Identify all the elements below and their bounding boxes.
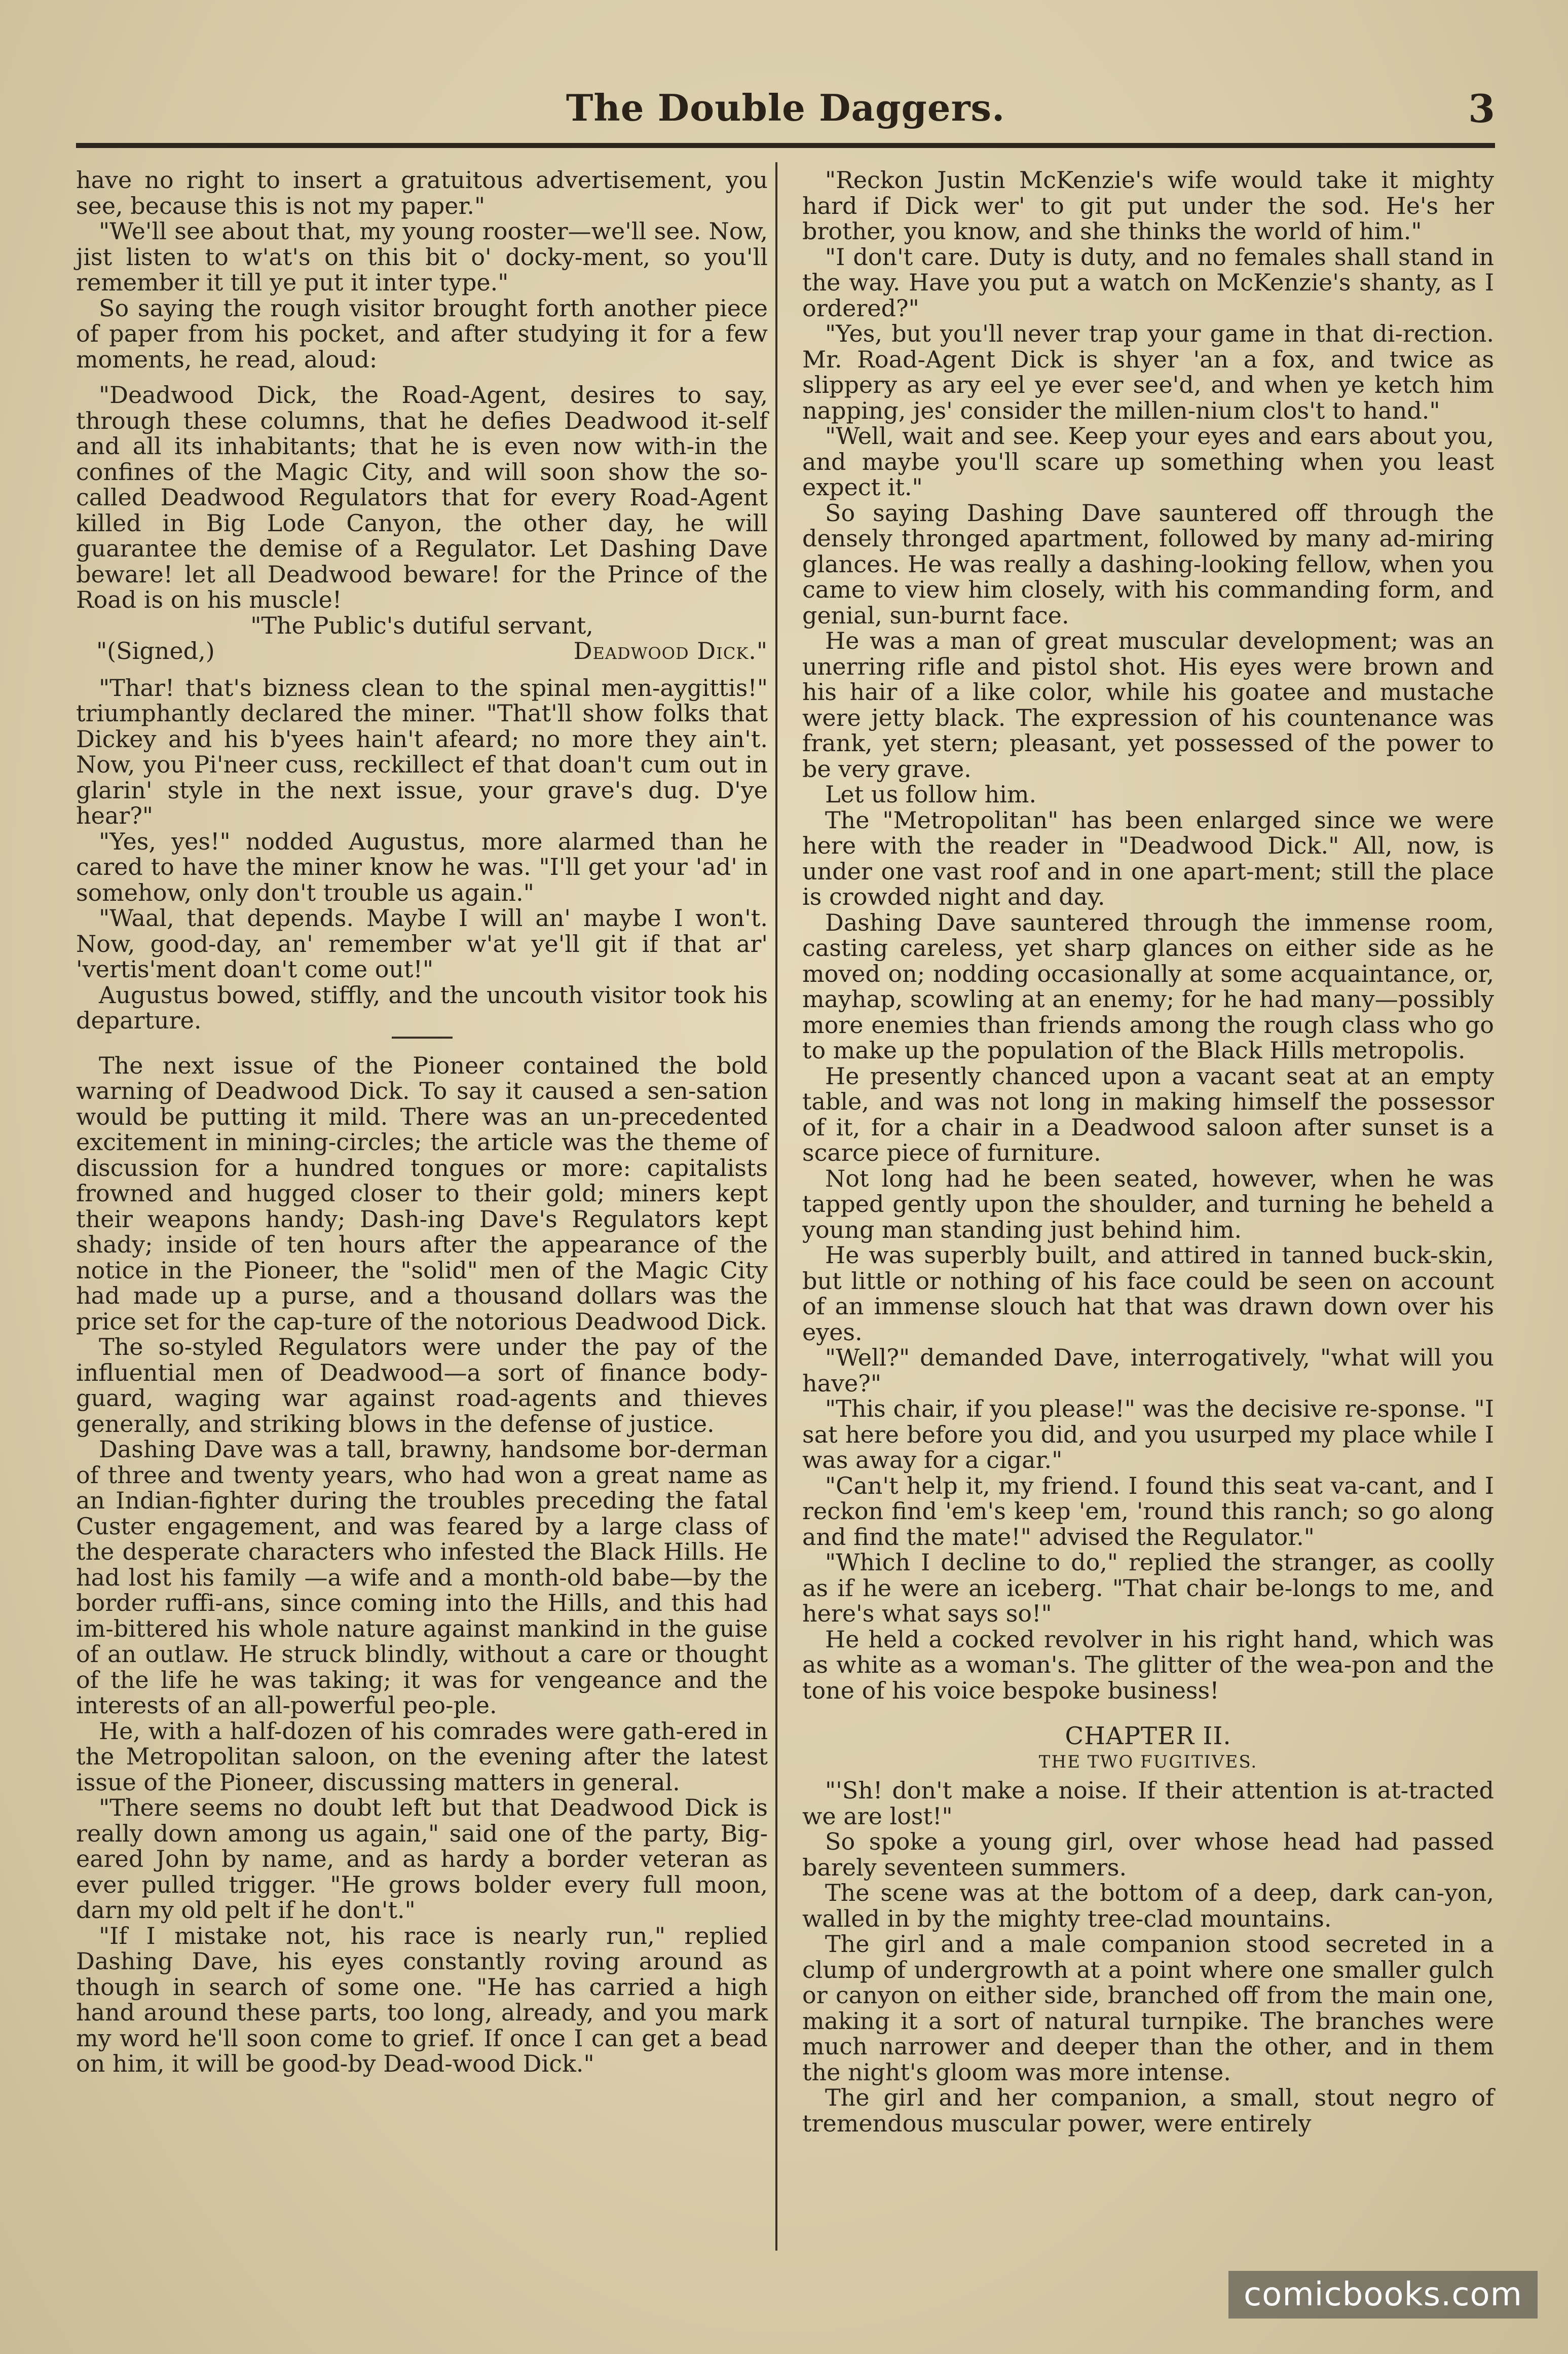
- paragraph: The girl and a male companion stood secreted in a clump of undergrowth at a point where one smaller gulch or canyon on either side, branched off from the main one, making it a sort of natural turnpike. The branches were much narrower and deeper than the other, and in them the night's gloom was more intense.: [802, 1930, 1494, 2086]
- paragraph: "Yes, yes!" nodded Augustus, more alarmed than he cared to have the miner know he was. "I'll get your 'ad' in somehow, only don't trouble us again.": [76, 827, 768, 906]
- column-divider: [775, 162, 777, 2251]
- notice-signature: Deadwood Dick.": [573, 637, 768, 665]
- left-column: [76, 167, 768, 2077]
- paragraph: He, with a half-dozen of his comrades were gath-ered in the Metropolitan saloon, on the evening after the latest issue of the Pioneer, discussing matters in general.: [76, 1717, 768, 1796]
- page-number: 3: [1468, 86, 1495, 131]
- paragraph: Augustus bowed, stiffly, and the uncouth visitor took his departure.: [76, 981, 768, 1034]
- paragraph: "'Sh! don't make a noise. If their attention is at-tracted we are lost!": [802, 1777, 1494, 1830]
- paragraph: "Can't help it, my friend. I found this seat va-cant, and I reckon find 'em's keep 'em, 'round this ranch; so go along and find the mate!" advised the Regulator.": [802, 1472, 1494, 1551]
- paragraph: So saying the rough visitor brought forth another piece of paper from his pocket, and after studying it for a few moments, he read, aloud:: [76, 294, 768, 373]
- paragraph: "Well, wait and see. Keep your eyes and ears about you, and maybe you'll scare up something when you least expect it.": [802, 422, 1494, 501]
- paragraph: The girl and her companion, a small, stout negro of tremendous muscular power, were entirely: [802, 2084, 1494, 2137]
- paragraph: Not long had he been seated, however, when he was tapped gently upon the shoulder, and turning he beheld a young man standing just behind him.: [802, 1164, 1494, 1243]
- paragraph: Dashing Dave sauntered through the immense room, casting careless, yet sharp glances on either side as he moved on; nodding occasionally at some acquaintance, or, mayhap, scowling at an enemy; for he had many—possibly more enemies than friends among the rough class who go to make up the population of the Black Hills metropolis.: [802, 908, 1494, 1064]
- paragraph: "This chair, if you please!" was the decisive re-sponse. "I sat here before you did, and you usurped my place while I was away for a cigar.": [802, 1395, 1494, 1474]
- paragraph: "Yes, but you'll never trap your game in that di-rection. Mr. Road-Agent Dick is shyer 'an a fox, and twice as slippery as ary eel ye ever see'd, and when ye ketch him napping, jes' consider the millen-nium clos't to hand.": [802, 320, 1494, 424]
- paragraph: So spoke a young girl, over whose head had passed barely seventeen summers.: [802, 1828, 1494, 1881]
- paragraph: He held a cocked revolver in his right hand, which was as white as a woman's. The glitter of the wea-pon and the tone of his voice bespoke business!: [802, 1625, 1494, 1704]
- section-separator: [392, 1037, 453, 1039]
- notice-signed: "(Signed,): [96, 637, 215, 665]
- paragraph: "We'll see about that, my young rooster—we'll see. Now, jist listen to w'at's on this bit o' docky-ment, so you'll remember it till ye put it inter type.": [76, 217, 768, 296]
- header-rule: [76, 143, 1495, 148]
- paragraph: He was a man of great muscular development; was an unerring rifle and pistol shot. His eyes were brown and his hair of a like color, while his goatee and mustache were jetty black. The expression of his countenance was frank, yet stern; pleasant, yet possessed of the power to be very grave.: [802, 627, 1494, 783]
- paragraph: "Which I decline to do," replied the stranger, as coolly as if he were an iceberg. "That chair be-longs to me, and here's what says so!": [802, 1549, 1494, 1627]
- paragraph: "If I mistake not, his race is nearly run," replied Dashing Dave, his eyes constantly roving around as though in search of some one. "He has carried a high hand around these parts, too long, already, and you mark my word he'll soon come to grief. If once I can get a bead on him, it will be good-by Dead-wood Dick.": [76, 1922, 768, 2077]
- paragraph: The so-styled Regulators were under the pay of the influential men of Deadwood—a sort of finance body-guard, waging war against road-agents and thieves generally, and striking blows in the defense of justice.: [76, 1333, 768, 1438]
- paragraph: He was superbly built, and attired in tanned buck-skin, but little or nothing of his face could be seen on account of an immense slouch hat that was drawn down over his eyes.: [802, 1241, 1494, 1346]
- page-title: The Double Daggers.: [566, 86, 1005, 129]
- paragraph: The scene was at the bottom of a deep, dark can-yon, walled in by the mighty tree-clad mountains.: [802, 1879, 1494, 1932]
- paragraph: The "Metropolitan" has been enlarged since we were here with the reader in "Deadwood Dick." All, now, is under one vast roof and in one apart-ment; still the place is crowded night and day.: [802, 806, 1494, 910]
- paragraph: "Waal, that depends. Maybe I will an' maybe I won't. Now, good-day, an' remember w'at ye'll git if that ar' 'vertis'ment doan't come out!": [76, 904, 768, 983]
- paragraph: The next issue of the Pioneer contained the bold warning of Deadwood Dick. To say it caused a sen-sation would be putting it mild. There was an un-precedented excitement in mining-circles; the article was the theme of discussion for a hundred tongues or more: capitalists frowned and hugged closer to their gold; miners kept their weapons handy; Dash-ing Dave's Regulators kept shady; inside of ten hours after the appearance of the notice in the Pioneer, the "solid" men of the Magic City had made up a purse, and a thousand dollars was the price set for the cap-ture of the notorious Deadwood Dick.: [76, 1051, 768, 1335]
- notice-closing: "The Public's dutiful servant,: [250, 611, 593, 639]
- paragraph: "Thar! that's bizness clean to the spinal men-aygittis!" triumphantly declared the miner. "That'll show folks that Dickey and his b'yees hain't afeard; no more they ain't. Now, you Pi'neer cuss, reckillect ef that doan't cum out in glarin' style in the next issue, your grave's dug. D'ye hear?": [76, 674, 768, 829]
- chapter-title: CHAPTER II.: [1065, 1722, 1231, 1750]
- notice-text: "Deadwood Dick, the Road-Agent, desires to say, through these columns, that he defies Deadwood it-self and all its inhabitants; that he is even now with-in the confines of the Magic City, and will soon show the so-called Deadwood Regulators that for every Road-Agent killed in Big Lode Canyon, the other day, he will guarantee the demise of a Regulator. Let Dashing Dave beware! let all Deadwood beware! for the Prince of the Road is on his muscle!: [76, 381, 768, 613]
- paragraph: He presently chanced upon a vacant seat at an empty table, and was not long in making himself the possessor of it, for a chair in a Deadwood saloon after sunset is a scarce piece of furniture.: [802, 1062, 1494, 1166]
- paragraph: "There seems no doubt left but that Deadwood Dick is really down among us again," said one of the party, Big-eared John by name, and as hardy a border veteran as ever pulled trigger. "He grows bolder every full moon, darn my old pelt if he don't.": [76, 1794, 768, 1924]
- notice-signature-line: [76, 638, 768, 664]
- right-column: [802, 167, 1494, 2136]
- paragraph: So saying Dashing Dave sauntered off through the densely thronged apartment, followed by many ad-miring glances. He was really a dashing-looking fellow, when you came to view him closely, with his commanding form, and genial, sun-burnt face.: [802, 499, 1494, 629]
- paragraph: "Well?" demanded Dave, interrogatively, "what will you have?": [802, 1344, 1494, 1397]
- chapter-subtitle: THE TWO FUGITIVES.: [1038, 1751, 1258, 1772]
- page-header: [76, 86, 1495, 137]
- paragraph: "I don't care. Duty is duty, and no females shall stand in the way. Have you put a watch on McKenzie's shanty, as I ordered?": [802, 243, 1494, 322]
- paragraph: Let us follow him.: [825, 781, 1037, 808]
- paragraph: have no right to insert a gratuitous advertisement, you see, because this is not my paper.": [76, 166, 768, 219]
- paragraph: Dashing Dave was a tall, brawny, handsome bor-derman of three and twenty years, who had won a great name as an Indian-fighter during the troubles preceding the fatal Custer engagement, and was feared by a large class of the desperate characters who infested the Black Hills. He had lost his family —a wife and a month-old babe—by the border ruffi-ans, since coming into the Hills, and this had im-bittered his whole nature against mankind in the guise of an outlaw. He struck blindly, without a care or thought of the life he was taking; it was for vengeance and the interests of an all-powerful peo-ple.: [76, 1436, 768, 1719]
- watermark: comicbooks.com: [1228, 2271, 1538, 2319]
- paragraph: "Reckon Justin McKenzie's wife would take it mighty hard if Dick wer' to git put under the sod. He's her brother, you know, and she thinks the world of him.": [802, 166, 1494, 245]
